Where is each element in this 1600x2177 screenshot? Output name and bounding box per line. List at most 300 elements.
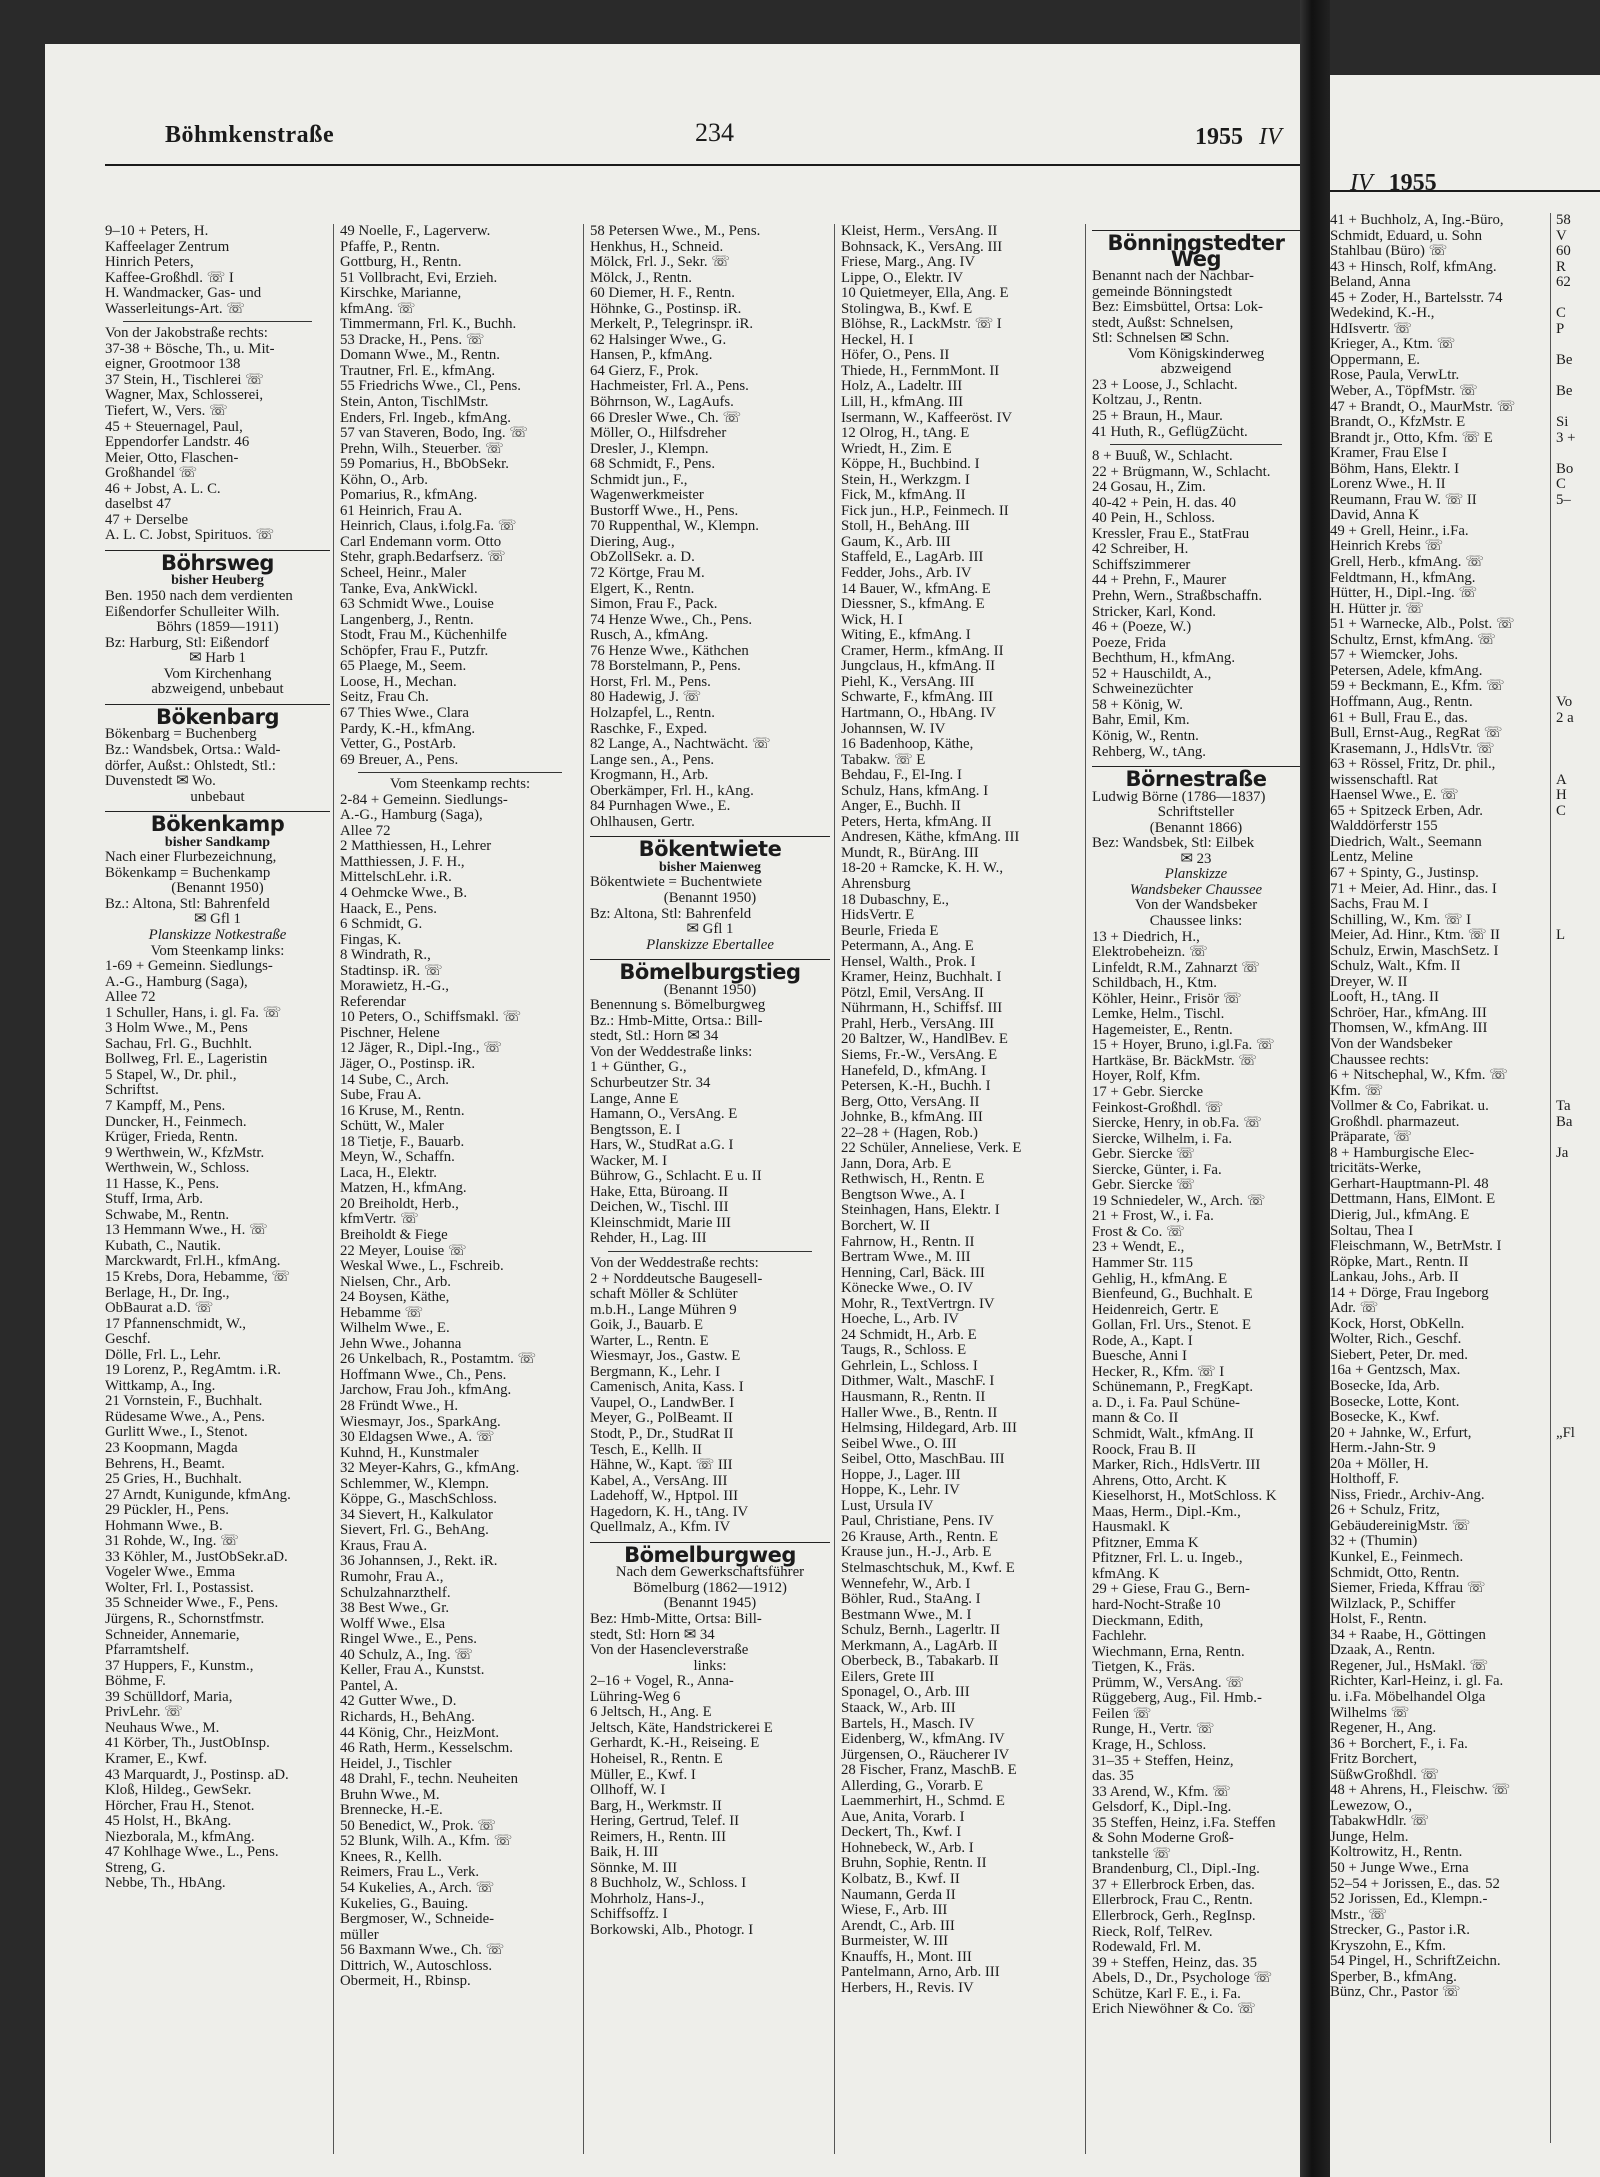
- entry-line: Matthiessen, J. F. H.,: [340, 853, 465, 870]
- entry-line: Witing, E., kfmAng. I: [841, 627, 971, 644]
- edge-fragment: 3 +: [1556, 429, 1576, 446]
- entry-line: Hartmann, O., HbAng. IV: [841, 704, 996, 721]
- entry-line: Bökenkamp = Buchenkamp: [105, 864, 271, 881]
- entry-line: Fleischmann, W., BetrMstr. I: [1330, 1238, 1502, 1255]
- edge-fragment: [1556, 586, 1600, 602]
- edge-fragment: [1556, 1301, 1600, 1317]
- entry-line: Fick, M., kfmAng. II: [841, 487, 966, 504]
- centered-note: Bömelburg (1862—1912): [633, 1579, 787, 1596]
- entry-line: Kraus, Frau A.: [340, 1537, 428, 1554]
- entry-line: 47 + Derselbe: [105, 511, 189, 528]
- entry-line: Hanefeld, D., kfmAng. I: [841, 1062, 987, 1079]
- entry-line: Reumann, Frau W. ☏ II: [1330, 491, 1477, 508]
- entry-line: 20 Baltzer, W., HandlBev. E: [841, 1031, 1008, 1048]
- entry-line: 26 + Schulz, Fritz,: [1330, 1502, 1440, 1519]
- entry-line: tricitäts-Werke,: [1330, 1160, 1422, 1177]
- entry-line: 53 Dracke, H., Pens. ☏: [340, 331, 485, 348]
- entry-line: Heidel, J., Tischler: [340, 1755, 452, 1772]
- entry-line: kfmAng. K: [1092, 1565, 1160, 1582]
- entry-line: 16 Kruse, M., Rentn.: [340, 1102, 465, 1119]
- entry-line: 72 Körtge, Frau M.: [590, 565, 705, 582]
- entry-line: Hoeche, L., Arb. IV: [841, 1311, 959, 1328]
- entry-line: 2 Matthiessen, H., Lehrer: [340, 838, 492, 855]
- entry-line: 19 Schniedeler, W., Arch. ☏: [1092, 1192, 1266, 1209]
- entry-line: Bz.: Hmb-Mitte, Ortsa.: Bill-: [590, 1012, 763, 1029]
- entry-line: 61 + Bull, Frau E., das.: [1330, 709, 1468, 726]
- entry-line: 57 van Staveren, Bodo, Ing. ☏: [340, 425, 528, 442]
- entry-line: Richards, H., BehAng.: [340, 1708, 475, 1725]
- entry-line: 32 Meyer-Kahrs, G., kfmAng.: [340, 1460, 520, 1477]
- entry-line: 37-38 + Bösche, Th., u. Mit-: [105, 340, 275, 357]
- entry-line: 37 Stein, H., Tischlerei ☏: [105, 371, 264, 388]
- entry-line: Rodewald, Frl. M.: [1092, 1939, 1201, 1956]
- entry-line: 57 + Wiemcker, Johs.: [1330, 647, 1459, 664]
- entry-line: Ollhoff, W. I: [590, 1782, 666, 1799]
- entry-line: 23 + Loose, J., Schlacht.: [1092, 376, 1238, 393]
- centered-note: (Benannt 1866): [1149, 819, 1243, 836]
- entry-line: Hake, Etta, Büroang. II: [590, 1183, 729, 1200]
- entry-line: 42 Schreiber, H.: [1092, 541, 1189, 558]
- entry-line: Pfarramtshelf.: [105, 1642, 190, 1659]
- entry-line: Rumohr, Frau A.,: [340, 1569, 444, 1586]
- entry-line: Pantelmann, Arno, Arb. III: [841, 1964, 1000, 1981]
- edge-fragment: P: [1556, 320, 1565, 337]
- entry-line: Schütze, Karl F. E., i. Fa.: [1092, 1985, 1241, 2002]
- entry-line: Bz: Harburg, Stl: Eißendorf: [105, 634, 270, 651]
- entry-line: Hohmann Wwe., B.: [105, 1517, 223, 1534]
- entry-line: Blöhse, R., LackMstr. ☏ I: [841, 316, 1002, 333]
- edge-fragment: [1556, 850, 1600, 866]
- header-rule: [105, 164, 1300, 166]
- entry-line: A.-G., Hamburg (Saga),: [340, 807, 483, 824]
- entry-line: Oberbeck, B., Tabakarb. II: [841, 1653, 999, 1670]
- entry-line: 1 + Günther, G.,: [590, 1059, 687, 1076]
- entry-line: Borkowski, Alb., Photogr. I: [590, 1921, 754, 1938]
- entry-line: 14 Bauer, W., kfmAng. E: [841, 580, 991, 597]
- entry-line: Bohnsack, K., VersAng. III: [841, 238, 1003, 255]
- edge-fragment: [1556, 1021, 1600, 1037]
- entry-line: Allerding, G., Vorarb. E: [841, 1777, 984, 1794]
- entry-line: A.-G., Hamburg (Saga),: [105, 973, 248, 990]
- entry-line: 15 + Hoyer, Bruno, i.gl.Fa. ☏: [1092, 1037, 1275, 1054]
- entry-line: 17 Pfannenschmidt, W.,: [105, 1315, 246, 1332]
- entry-line: Tanke, Eva, AnkWickl.: [340, 580, 478, 597]
- entry-line: Präparate, ☏: [1330, 1129, 1412, 1146]
- edge-fragment: [1556, 726, 1600, 742]
- entry-line: 28 Fründt Wwe., H.: [340, 1398, 459, 1415]
- entry-line: Bührow, G., Schlacht. E u. II: [590, 1168, 762, 1185]
- entry-line: 8 Windrath, R.,: [340, 947, 431, 964]
- entry-line: 52 Blunk, Wilh. A., Kfm. ☏: [340, 1833, 513, 1850]
- entry-line: 2–16 + Vogel, R., Anna-: [590, 1673, 734, 1690]
- entry-line: 45 + Zoder, H., Bartelsstr. 74: [1330, 289, 1503, 306]
- entry-line: Bruhn, Sophie, Rentn. II: [841, 1855, 987, 1872]
- entry-line: Kleist, Herm., VersAng. II: [841, 224, 998, 239]
- entry-line: 39 + Steffen, Heinz, das. 35: [1092, 1954, 1258, 1971]
- entry-line: König, W., Rentn.: [1092, 727, 1199, 744]
- entry-line: Jeltsch, Käte, Handstrickerei E: [590, 1719, 773, 1736]
- edge-fragment: 5–: [1556, 491, 1571, 508]
- entry-line: Pfitzner, Emma K: [1092, 1534, 1199, 1551]
- entry-line: Bez: Wandsbek, Stl: Eilbek: [1092, 835, 1255, 852]
- entry-line: Berg, Otto, VersAng. II: [841, 1093, 980, 1110]
- entry-line: Prehn, Wilh., Steuerber. ☏: [340, 440, 504, 457]
- entry-line: Hütter, H., Dipl.-Ing. ☏: [1330, 585, 1477, 602]
- entry-line: GebäudereinigMstr. ☏: [1330, 1517, 1471, 1534]
- entry-line: Heckel, H. I: [841, 331, 914, 348]
- edge-fragment: [1556, 1068, 1600, 1084]
- entry-line: Behrens, H., Beamt.: [105, 1455, 225, 1472]
- entry-line: Gollan, Frl. Urs., Stenot. E: [1092, 1317, 1252, 1334]
- entry-line: 35 Steffen, Heinz, i.Fa. Steffen: [1092, 1814, 1276, 1831]
- entry-line: Sube, Frau A.: [340, 1087, 422, 1104]
- entry-line: Brennecke, H.-E.: [340, 1802, 443, 1819]
- entry-line: Langenberg, J., Rentn.: [340, 611, 474, 628]
- entry-line: 4 Oehmcke Wwe., B.: [340, 884, 468, 901]
- entry-line: Domann Wwe., M., Rentn.: [340, 347, 501, 364]
- right-directory-column: [1330, 213, 1545, 2143]
- entry-line: Schulz, Erwin, MaschSetz. I: [1330, 942, 1499, 959]
- entry-line: Helmsing, Hildegard, Arb. III: [841, 1420, 1017, 1437]
- edge-fragment: [1556, 664, 1600, 680]
- entry-line: Röpke, Mart., Rentn. II: [1330, 1253, 1469, 1270]
- edge-fragment: C: [1556, 476, 1566, 493]
- entry-line: Weber, A., TöpfMstr. ☏: [1330, 383, 1478, 400]
- entry-line: Timmermann, Frl. K., Buchh.: [340, 316, 517, 333]
- entry-line: Rehberg, W., tAng.: [1092, 743, 1206, 760]
- entry-line: Stadtinsp. iR. ☏: [340, 962, 443, 979]
- entry-line: Deichen, W., Tischl. III: [590, 1199, 729, 1216]
- entry-line: Mölck, Frl. J., Sekr. ☏: [590, 254, 730, 271]
- entry-line: Wittkamp, A., Ing.: [105, 1377, 216, 1394]
- entry-line: Seibel, Otto, MaschBau. III: [841, 1451, 1005, 1468]
- entry-line: PrivLehr. ☏: [105, 1704, 183, 1721]
- entry-line: dörfer, Außst.: Ohlstedt, Stl.:: [105, 757, 276, 774]
- entry-line: Müller, E., Kwf. I: [590, 1766, 696, 1783]
- entry-line: Schütt, W., Maler: [340, 1118, 444, 1135]
- entry-line: Gebr. Siercke ☏: [1092, 1146, 1195, 1163]
- entry-line: Koltrowitz, H., Rentn.: [1330, 1844, 1463, 1861]
- entry-line: Laemmerhirt, H., Schmd. E: [841, 1793, 1005, 1810]
- entry-line: Heinrich Krebs ☏: [1330, 538, 1444, 555]
- entry-line: 42 Gutter Wwe., D.: [340, 1693, 457, 1710]
- edge-fragment: R: [1556, 258, 1566, 275]
- centered-note: Schriftsteller: [1157, 804, 1235, 821]
- entry-line: Bertram Wwe., M. III: [841, 1249, 971, 1266]
- directory-column-3: [590, 224, 830, 2154]
- entry-line: 82 Lange, A., Nachtwächt. ☏: [590, 736, 771, 753]
- edge-fragment: [1556, 1457, 1600, 1473]
- entry-line: Loose, H., Mechan.: [340, 673, 457, 690]
- entry-line: 67 Thies Wwe., Clara: [340, 704, 469, 721]
- entry-line: 43 Marquardt, J., Postinsp. aD.: [105, 1766, 289, 1783]
- entry-line: Lemke, Helm., Tischl.: [1092, 1006, 1225, 1023]
- entry-line: Schulz, Bernh., Lagerltr. II: [841, 1622, 1001, 1639]
- entry-line: Hering, Gertrud, Telef. II: [590, 1813, 740, 1830]
- entry-line: Kolbatz, B., Kwf. II: [841, 1870, 960, 1887]
- entry-line: Schiffszimmerer: [1092, 556, 1191, 573]
- centered-note: abzweigend: [1160, 361, 1232, 378]
- entry-line: 46 Rath, Herm., Kesselschm.: [340, 1740, 514, 1757]
- entry-line: Schriftst.: [105, 1082, 159, 1099]
- right-page: [1330, 75, 1600, 2177]
- entry-line: Bustorff Wwe., H., Pens.: [590, 502, 739, 519]
- centered-note: ✉ Gfl 1: [686, 921, 734, 938]
- entry-line: Stl: Schnelsen ✉ Schn.: [1092, 330, 1230, 347]
- centered-note: Nach dem Gewerkschaftsführer: [615, 1564, 805, 1581]
- entry-line: 3 Holm Wwe., M., Pens: [105, 1020, 248, 1037]
- entry-line: Dreyer, W. II: [1330, 973, 1408, 990]
- entry-line: Wilhelm Wwe., E.: [340, 1320, 450, 1337]
- entry-line: Andresen, Käthe, kfmAng. III: [841, 829, 1020, 846]
- entry-line: Schünemann, P., FregKapt.: [1092, 1379, 1254, 1396]
- entry-line: Reimers, H., Rentn. III: [590, 1828, 727, 1845]
- edge-fragment: [1556, 913, 1600, 929]
- entry-line: 56 Baxmann Wwe., Ch. ☏: [340, 1942, 505, 1959]
- entry-line: Hoyer, Rolf, Kfm.: [1092, 1068, 1201, 1085]
- entry-line: kfmAng. ☏: [340, 300, 416, 317]
- entry-line: 32 + (Thumin): [1330, 1533, 1418, 1550]
- entry-line: Sponagel, O., Arb. III: [841, 1684, 970, 1701]
- entry-line: 11 Hasse, K., Pens.: [105, 1175, 220, 1192]
- edge-fragment: Vo: [1556, 693, 1573, 710]
- entry-line: Feilen ☏: [1092, 1705, 1152, 1722]
- entry-line: 21 + Frost, W., i. Fa.: [1092, 1208, 1214, 1225]
- entry-line: Jann, Dora, Arb. E: [841, 1155, 952, 1172]
- entry-line: Reimers, Frau L., Verk.: [340, 1864, 480, 1881]
- entry-line: Hansen, P., kfmAng.: [590, 347, 713, 364]
- entry-line: 47 Kohlhage Wwe., L., Pens.: [105, 1844, 279, 1861]
- entry-line: hard-Nocht-Straße 10: [1092, 1597, 1221, 1614]
- entry-line: 70 Ruppenthal, W., Klempn.: [590, 518, 759, 535]
- entry-line: 8 + Hamburgische Elec-: [1330, 1144, 1475, 1161]
- entry-line: gemeinde Bönningstedt: [1092, 283, 1233, 300]
- entry-line: 34 + Raabe, H., Göttingen: [1330, 1626, 1486, 1643]
- entry-line: Taugs, R., Schloss. E: [841, 1342, 967, 1359]
- entry-line: Petersen, K.-H., Buchh. I: [841, 1078, 991, 1095]
- entry-line: Mundt, R., BürAng. III: [841, 844, 979, 861]
- entry-line: Kubath, C., Nautik.: [105, 1237, 221, 1254]
- edge-fragment: [1556, 555, 1600, 571]
- entry-line: Bienfeund, G., Buchhalt. E: [1092, 1286, 1253, 1303]
- entry-line: Bökentwiete = Buchentwiete: [590, 874, 762, 891]
- entry-line: Erich Niewöhner & Co. ☏: [1092, 2001, 1256, 2018]
- entry-line: Kryszohn, E., Kfm.: [1330, 1937, 1446, 1954]
- edge-fragment: [1556, 1410, 1600, 1426]
- map-reference: Planskizze Ebertallee: [646, 936, 774, 953]
- entry-line: Linfeldt, R.M., Zahnarzt ☏: [1092, 959, 1260, 976]
- entry-line: Kirschke, Marianne,: [340, 285, 462, 302]
- entry-line: Thomsen, W., kfmAng. III: [1330, 1020, 1488, 1037]
- book-gutter: [1300, 0, 1330, 2177]
- entry-line: Wasserleitungs-Art. ☏: [105, 300, 245, 317]
- entry-line: Feinkost-Großhdl. ☏: [1092, 1099, 1224, 1116]
- entry-line: Fick jun., H.P., Feinmech. II: [841, 502, 1009, 519]
- entry-line: 29 Pückler, H., Pens.: [105, 1502, 229, 1519]
- entry-line: Allee 72: [105, 989, 156, 1006]
- entry-line: Barg, H., Werkmstr. II: [590, 1797, 722, 1814]
- entry-line: Allee 72: [340, 822, 391, 839]
- entry-line: 62 Halsinger Wwe., G.: [590, 331, 727, 348]
- entry-line: 41 Huth, R., GeflügZücht.: [1092, 423, 1248, 440]
- centered-note: Vom Kirchenhang: [163, 665, 272, 682]
- entry-line: 47 + Brandt, O., MaurMstr. ☏: [1330, 398, 1516, 415]
- entry-line: 27 Arndt, Kunigunde, kfmAng.: [105, 1486, 291, 1503]
- entry-line: Bosecke, Ida, Arb.: [1330, 1378, 1440, 1395]
- edge-fragment: [1556, 742, 1600, 758]
- entry-line: Rose, Paula, VerwLtr.: [1330, 367, 1460, 384]
- entry-line: Junge, Helm.: [1330, 1828, 1409, 1845]
- entry-line: Dölle, Frl. L., Lehr.: [105, 1346, 221, 1363]
- entry-line: Wiese, F., Arb. III: [841, 1902, 948, 1919]
- centered-note: links:: [693, 1657, 727, 1674]
- entry-line: HidsVertr. E: [841, 907, 915, 924]
- entry-line: Pischner, Helene: [340, 1024, 440, 1041]
- entry-line: Carl Endemann vorm. Otto: [340, 533, 502, 550]
- entry-line: Stoll, H., BehAng. III: [841, 518, 970, 535]
- entry-line: 67 + Spinty, G., Justinsp.: [1330, 864, 1479, 881]
- entry-line: HdIsvertr. ☏: [1330, 320, 1412, 337]
- edge-fragment: [1556, 1488, 1600, 1504]
- entry-line: Von der Jakobstraße rechts:: [105, 325, 268, 342]
- map-reference: Planskizze: [1164, 866, 1228, 883]
- entry-line: 38 Best Wwe., Gr.: [340, 1600, 450, 1617]
- map-reference: Planskizze Notkestraße: [148, 926, 287, 943]
- entry-line: 40 Pein, H., Schloss.: [1092, 510, 1215, 527]
- entry-line: Meyer, G., PolBeamt. II: [590, 1410, 733, 1427]
- entry-line: Borchert, W. II: [841, 1218, 930, 1234]
- entry-line: Diering, Aug.,: [590, 533, 675, 550]
- entry-line: Wennefehr, W., Arb. I: [841, 1575, 971, 1592]
- entry-line: 78 Borstelmann, P., Pens.: [590, 658, 741, 675]
- entry-line: Wick, H. I: [841, 611, 903, 628]
- centered-note: (Benannt 1950): [663, 889, 757, 906]
- entry-line: 20 + Jahnke, W., Erfurt,: [1330, 1424, 1472, 1441]
- entry-line: 22–28 + (Hagen, Rob.): [841, 1124, 978, 1141]
- edge-fragment: [1556, 882, 1600, 898]
- entry-line: Neuhaus Wwe., M.: [105, 1719, 220, 1736]
- centered-note: Böhrs (1859—1911): [156, 619, 279, 636]
- entry-line: Isermann, W., Kaffeeröst. IV: [841, 409, 1013, 426]
- entry-line: Hagedorn, K. H., tAng. IV: [590, 1503, 749, 1520]
- entry-line: Stuff, Irma, Arb.: [105, 1191, 203, 1208]
- right-year: 1955: [1388, 170, 1437, 196]
- entry-line: Böhm, Hans, Elektr. I: [1330, 460, 1460, 477]
- entry-line: Schwabe, M., Rentn.: [105, 1206, 230, 1223]
- entry-line: Vaupel, O., LandwBer. I: [590, 1394, 735, 1411]
- entry-line: 59 Pomarius, H., BbObSekr.: [340, 456, 509, 473]
- entry-line: Hörcher, Frau H., Stenot.: [105, 1797, 255, 1814]
- entry-line: Bestmann Wwe., M. I: [841, 1606, 972, 1623]
- entry-line: Hausmann, R., Rentn. II: [841, 1389, 986, 1406]
- entry-line: Berlage, H., Dr. Ing.,: [105, 1284, 230, 1301]
- entry-line: 8 Buchholz, W., Schloss. I: [590, 1875, 747, 1892]
- entry-line: Vogeler Wwe., Emma: [105, 1564, 236, 1581]
- entry-line: Jürgensen, O., Räucherer IV: [841, 1746, 1010, 1763]
- entry-line: Tesch, E., Kellh. II: [590, 1441, 702, 1458]
- entry-line: Hinrich Peters,: [105, 254, 194, 271]
- entry-line: Holst, F., Rentn.: [1330, 1611, 1427, 1628]
- edge-fragment: [1556, 1208, 1600, 1224]
- entry-line: Kloß, Hildeg., GewSekr.: [105, 1782, 252, 1799]
- entry-line: 28 Fischer, Franz, MaschB. E: [841, 1762, 1017, 1779]
- entry-line: ObZollSekr. a. D.: [590, 549, 695, 566]
- entry-line: Siercke, Wilhelm, i. Fa.: [1092, 1130, 1233, 1147]
- entry-line: Jäger, O., Postinsp. iR.: [340, 1055, 476, 1072]
- entry-line: Schurbeutzer Str. 34: [590, 1074, 711, 1091]
- entry-line: 65 Plaege, M., Seem.: [340, 658, 467, 675]
- entry-line: Wolff Wwe., Elsa: [340, 1615, 446, 1632]
- entry-line: Haller Wwe., B., Rentn. II: [841, 1404, 998, 1421]
- entry-line: Schmidt, Walt., kfmAng. II: [1092, 1426, 1254, 1443]
- entry-line: Wiechmann, Erna, Rentn.: [1092, 1643, 1245, 1660]
- entry-line: Enders, Frl. Ingeb., kfmAng.: [340, 409, 511, 426]
- entry-line: Obermeit, H., Rbinsp.: [340, 1973, 471, 1990]
- entry-line: 24 Gosau, H., Zim.: [1092, 479, 1206, 496]
- entry-line: Holthoff, F.: [1330, 1471, 1399, 1488]
- entry-line: Ohlhausen, Gertr.: [590, 813, 695, 830]
- centered-note: Vom Königskinderweg: [1127, 345, 1265, 362]
- edge-fragment: [1556, 819, 1600, 835]
- entry-line: Wolter, Rich., Geschf.: [1330, 1331, 1462, 1348]
- entry-line: Heinrich, Claus, i.folg.Fa. ☏: [340, 518, 517, 535]
- entry-line: Johnke, B., kfmAng. III: [841, 1109, 983, 1126]
- edge-fragment: Ba: [1556, 1113, 1573, 1130]
- edge-fragment: [1556, 1363, 1600, 1379]
- entry-line: Wiesmayr, Jos., Gastw. E: [590, 1348, 741, 1365]
- entry-line: Köppe, G., MaschSchloss.: [340, 1491, 498, 1508]
- entry-line: Jarchow, Frau Joh., kfmAng.: [340, 1382, 512, 1399]
- edge-fragment: [1556, 1317, 1600, 1333]
- entry-line: 68 Schmidt, F., Pens.: [590, 456, 716, 473]
- column-divider: [583, 224, 584, 2154]
- entry-line: Sperber, B., kfmAng.: [1330, 1968, 1457, 1985]
- entry-line: 43 + Hinsch, Rolf, kfmAng.: [1330, 258, 1497, 275]
- entry-line: Ahrens, Otto, Archt. K: [1092, 1472, 1227, 1489]
- entry-line: Bruhn Wwe., M.: [340, 1786, 440, 1803]
- separator: [608, 1251, 812, 1252]
- entry-line: Rüdesame Wwe., A., Pens.: [105, 1408, 266, 1425]
- map-reference: Wandsbeker Chaussee: [1129, 881, 1263, 898]
- entry-line: 15 Krebs, Dora, Hebamme, ☏: [105, 1269, 290, 1285]
- entry-line: Werthwein, W., Schloss.: [105, 1160, 250, 1177]
- entry-line: Johannsen, W. IV: [841, 720, 946, 737]
- entry-line: Hagemeister, E., Rentn.: [1092, 1021, 1233, 1038]
- entry-line: 2-84 + Gemeinn. Siedlungs-: [340, 791, 508, 808]
- column-divider: [1550, 213, 1551, 2143]
- entry-line: stedt, Außst: Schnelsen,: [1092, 314, 1234, 331]
- entry-line: Steinhagen, Hans, Elektr. I: [841, 1202, 1000, 1219]
- edge-fragment: V: [1556, 227, 1567, 244]
- edge-fragment: [1556, 1332, 1600, 1348]
- right-header-rule: [1330, 190, 1600, 192]
- entry-line: Niss, Friedr., Archiv-Ang.: [1330, 1486, 1485, 1503]
- edge-fragment: [1556, 1255, 1600, 1271]
- street-heading: Börnestraße: [1092, 766, 1300, 788]
- entry-line: Gebr. Siercke ☏: [1092, 1177, 1195, 1194]
- entry-line: Camenisch, Anita, Kass. I: [590, 1379, 744, 1396]
- entry-line: Wilzlack, P., Schiffer: [1330, 1595, 1456, 1612]
- page-number: 234: [695, 118, 734, 147]
- entry-line: 41 + Buchholz, A, Ing.-Büro,: [1330, 213, 1504, 228]
- entry-line: 31 Rohde, W., Ing. ☏: [105, 1533, 239, 1550]
- entry-line: Deckert, Th., Kwf. I: [841, 1824, 962, 1841]
- directory-column-5: [1092, 224, 1300, 2154]
- edge-fragment: [1556, 1519, 1600, 1535]
- entry-line: Richter, Karl-Heinz, i. gl. Fa.: [1330, 1673, 1504, 1690]
- entry-line: Prümm, W., VersAng. ☏: [1092, 1674, 1244, 1691]
- entry-line: Stolingwa, B., Kwf. E: [841, 300, 973, 317]
